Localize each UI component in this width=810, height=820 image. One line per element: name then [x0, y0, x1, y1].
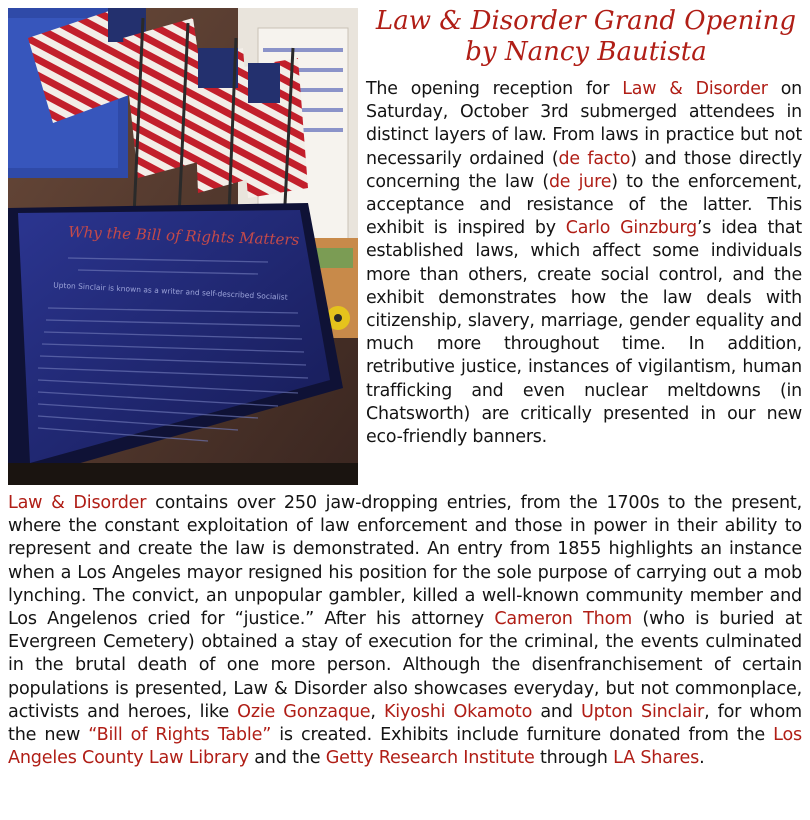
text-run: , [370, 701, 384, 722]
highlight-term: de facto [558, 148, 631, 169]
text-run: on Saturday, October 3rd submerged attendees in distinct layers of law. From laws in practice but not necessarily ordained ( [366, 79, 802, 169]
highlight-term: de jure [548, 171, 612, 192]
text-run: and [532, 701, 581, 722]
placard-title: Why the Bill of Rights Matters [67, 222, 300, 249]
highlight-term: Law & Disorder [622, 79, 768, 99]
highlight-term: Cameron Thom [494, 609, 633, 630]
text-run: and the [248, 748, 326, 769]
highlight-term: Law & Disorder [8, 493, 147, 513]
text-run: contains over 250 jaw-dropping entries, from the 1700s to the present, where the constant exploitation of law enforcement and those in power in their ability to represent and create the law is demonstrated. An entry from 1855 highlights an instance when a Los Angeles mayor resigned his position for the sole purpose of carrying out a mob lynching. The convict, an unpopular gambler, killed a well-known community member and Los Angelenos cried for “justice.” After his attorney [8, 493, 802, 630]
highlight-term: LA Shares [613, 748, 700, 769]
highlight-term: Ozie Gonzaque [237, 701, 371, 722]
highlight-term: Upton Sinclair [581, 701, 705, 722]
text-run: is created. Exhibits include furniture donated from the [271, 725, 774, 746]
text-run: The opening reception for [366, 79, 623, 99]
title-line: Law & Disorder Grand Opening [375, 6, 797, 36]
paragraph-intro [366, 78, 802, 449]
exhibit-photo [8, 8, 358, 485]
text-run: , for whom the new [8, 701, 802, 746]
text-run: ’s idea that established laws, which affect some individuals more than others, create social control, and the exhibit demonstrates how the law deals with citizenship, slavery, marriage, gender equality and much more throughout time. In addition, retributive justice, instances of vigilantism, human trafficking and even nuclear meltdowns (in Chatsworth) are critically presented in our new eco-friendly banners. [366, 218, 802, 448]
text-run: through [534, 748, 614, 769]
highlight-term: Carlo Ginzburg [565, 218, 697, 239]
text-run: ) and those directly concerning the law ( [366, 148, 803, 192]
byline: by Nancy Bautista [465, 37, 707, 67]
placard-line: Upton Sinclair is known as a writer and self-described Socialist [53, 280, 288, 302]
highlight-term: Kiyoshi Okamoto [383, 701, 533, 722]
text-run: (who is buried at Evergreen Cemetery) obtained a stay of execution for the criminal, the events culminated in the brutal death of one more person. Although the disenfranchisement of certain populations is presented, Law & Disorder also showcases everyday, but not commonplace, activists and heroes, like [8, 609, 802, 722]
article-title [362, 6, 810, 68]
highlight-term: Getty Research Institute [325, 748, 535, 769]
text-run: . [699, 748, 705, 769]
paragraph-details [8, 492, 802, 770]
highlight-term: “Bill of Rights Table” [88, 725, 272, 746]
highlight-term: Los Angeles County Law Library [8, 725, 802, 769]
text-run: ) to the enforcement, acceptance and resistance of the latter. This exhibit is inspired by [366, 171, 802, 239]
